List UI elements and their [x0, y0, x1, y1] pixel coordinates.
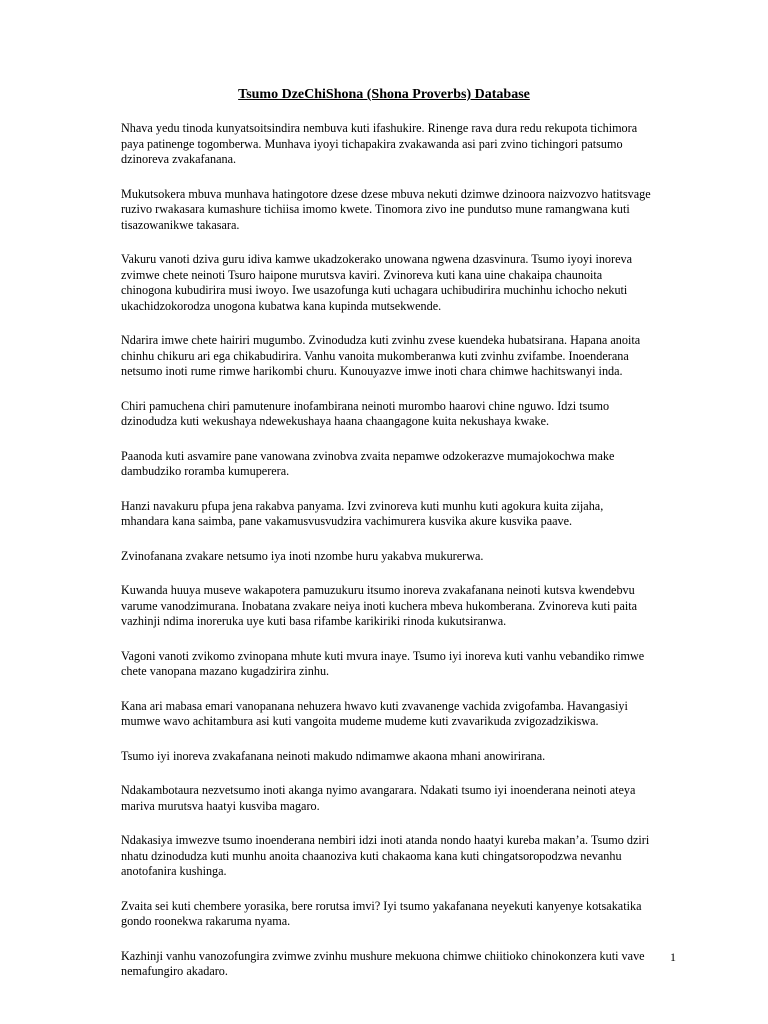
paragraph: Hanzi navakuru pfupa jena rakabva panyama. Izvi zvinoreva kuti munhu kuti agokura kuita zijaha, mhandara kana saimba, pane vakamusvusvudzira vachimurera kusvika akure kusvika paave. — [121, 498, 604, 528]
paragraph: Mukutsokera mbuva munhava hatingotore dzese dzese mbuva nekuti dzimwe dzinoora naizvozvo hatitsvage ruzivo rwakasara kumashure tichiisa imomo kwete. Tinomora zivo ine pundutso mune ramangwana kuti tisazowanikwe takasara. — [121, 186, 651, 232]
paragraph: Paanoda kuti asvamire pane vanowana zvinobva zvaita nepamwe odzokerazve mumajokochwa make dambudziko roramba kumuperera. — [121, 448, 615, 478]
document-title: Tsumo DzeChiShona (Shona Proverbs) Database — [238, 87, 530, 102]
paragraph: Ndakasiya imwezve tsumo inoenderana nembiri idzi inoti atanda nondo haatyi kureba makan’a. Tsumo dziri nhatu dzinodudza kuti munhu anoita chaanoziva kuti chakaoma kana kuti chingatsoropodzwa nevanhu anotofanira kushinga. — [121, 833, 650, 878]
page-number: 1 — [670, 950, 676, 964]
paragraph: Chiri pamuchena chiri pamutenure inofambirana neinoti murombo haarovi chine nguwo. Idzi tsumo dzinodudza kuti wekushaya ndewekushaya haana chaangagone kuita nekushaya kwake. — [121, 398, 610, 428]
paragraph: Ndarira imwe chete hairiri mugumbo. Zvinodudza kuti zvinhu zvese kuendeka hubatsirana. Hapana anoita chinhu chikuru ari ega chikabudirira. Vanhu vanoita mukomberanwa kuti zvinhu zvifambe. Inoenderana netsumo inoti rume rimwe harikombi churu. Kunouyazve imwe inoti chara chimwe hachitswanyi inda. — [121, 333, 641, 378]
paragraph: Kazhinji vanhu vanozofungira zvimwe zvinhu mushure mekuona chimwe chiitioko chinokonzera kuti vave nemafungiro akadaro. — [121, 948, 645, 978]
paragraph: Tsumo iyi inoreva zvakafanana neinoti makudo ndimamwe akaona mhani anowirirana. — [121, 748, 546, 763]
paragraph: Kana ari mabasa emari vanopanana nehuzera hwavo kuti zvavanenge vachida zvigofamba. Havangasiyi mumwe wavo achitambura asi kuti vangoita mudeme mudeme kuti zvavarikuda zvigozadzikiswa. — [121, 698, 628, 728]
paragraph: Zvinofanana zvakare netsumo iya inoti nzombe huru yakabva mukurerwa. — [121, 548, 484, 563]
paragraph: Ndakambotaura nezvetsumo inoti akanga nyimo avangarara. Ndakati tsumo iyi inoenderana neinoti ateya mariva murutsva haatyi kusviba magaro. — [121, 783, 636, 813]
document-body — [121, 121, 651, 999]
paragraph: Vagoni vanoti zvikomo zvinopana mhute kuti mvura inaye. Tsumo iyi inoreva kuti vanhu vebandiko rimwe chete vanopana mazano kugadzirira zinhu. — [121, 648, 645, 678]
paragraph: Nhava yedu tinoda kunyatsoitsindira nembuva kuti ifashukire. Rinenge rava dura redu rekupota tichimora paya patinenge togomberwa. Munhava iyoyi tichapakira zvakawanda asi pari zvino tichingori patsumo dzinoreva zvakafanana. — [121, 121, 638, 166]
paragraph: Kuwanda huuya museve wakapotera pamuzukuru itsumo inoreva zvakafanana neinoti kutsva kwendebvu varume vanodzimurana. Inobatana zvakare neiya inoti kuchera mbeva hukomberana. Zvinoreva kuti paita vazhinji ndima inoreruka uye kuti basa rifambe karikiriki rinoda kukutsiranwa. — [121, 583, 638, 628]
paragraph: Zvaita sei kuti chembere yorasika, bere rorutsa imvi? Iyi tsumo yakafanana neyekuti kanyenye kotsakatika gondo roonekwa rakaruma nyama. — [121, 898, 642, 928]
paragraph: Vakuru vanoti dziva guru idiva kamwe ukadzokerako unowana ngwena dzasvinura. Tsumo iyoyi inoreva zvimwe chete neinoti Tsuro haipone murutsva kaviri. Zvinoreva kuti kana uine chakaipa chaunoita chinogona kubudirira musi iwoyo. Iwe usazofunga kuti uchagara uchibudirira muchinhu ichocho nekuti ukachidzokorodza unogona kubatwa kana kupinda mutsekwende. — [121, 252, 632, 313]
